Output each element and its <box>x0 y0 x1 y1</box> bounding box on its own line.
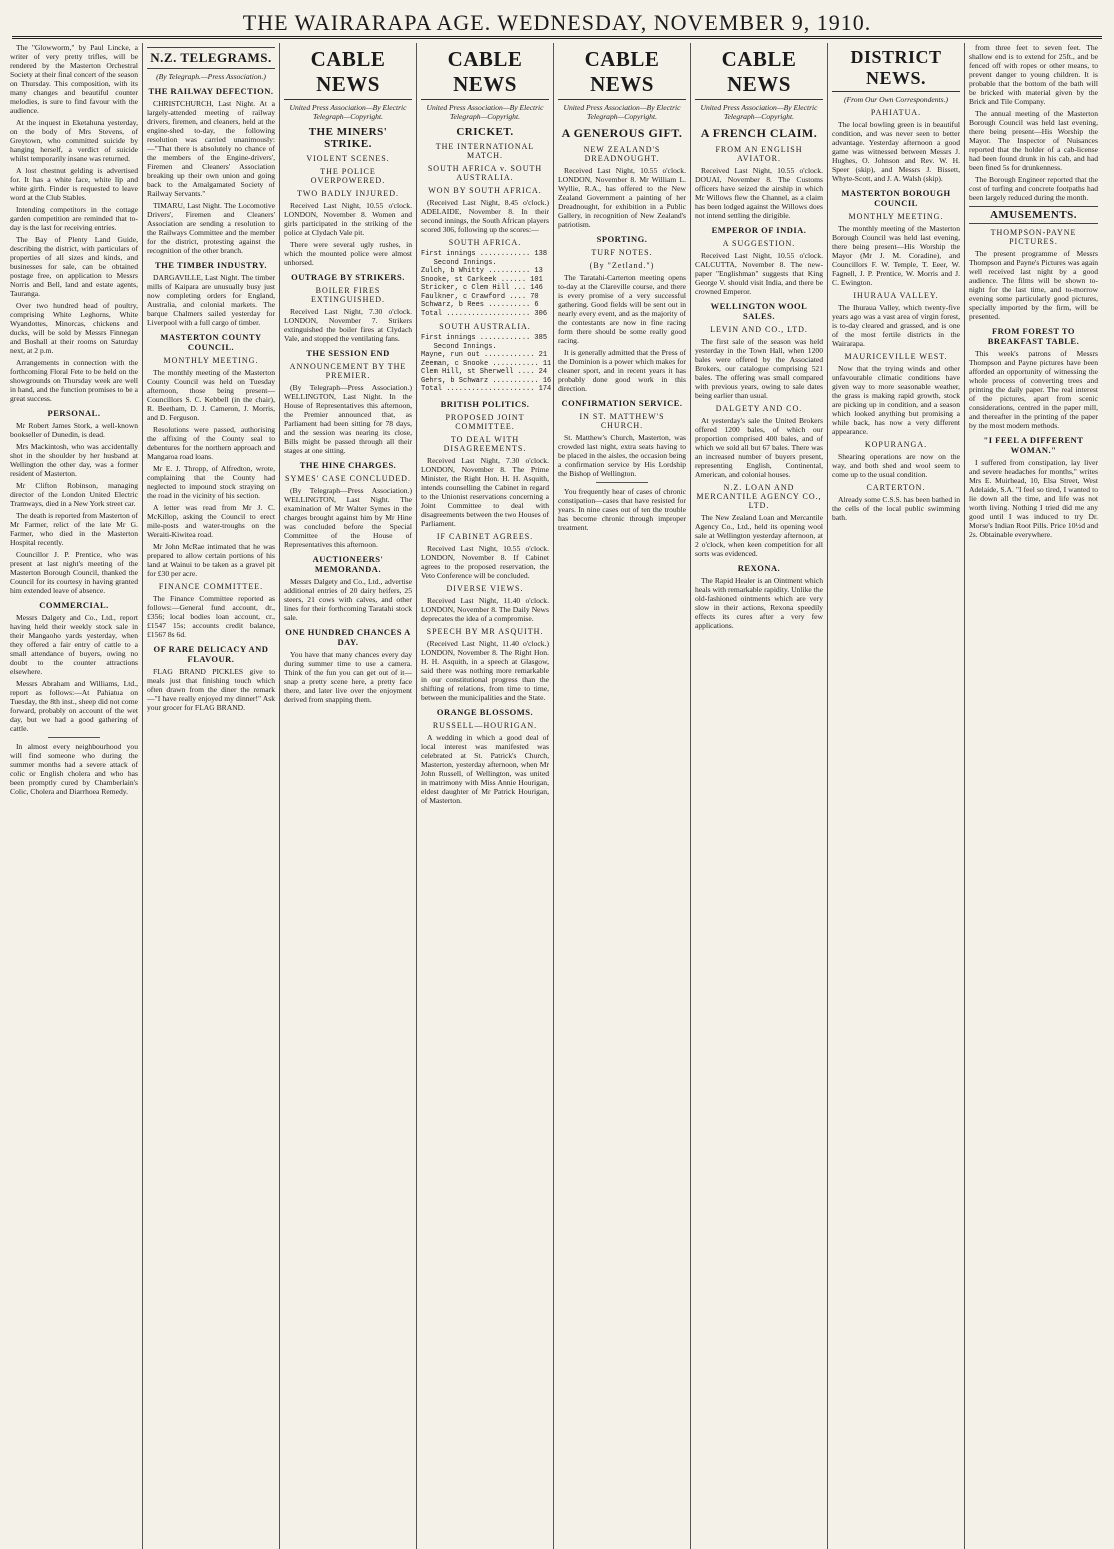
paragraph: It is generally admitted that the Press of the Dominion is a power which makes for cleaner sport, and in recent years it has probably done good work in this direction. <box>558 348 686 393</box>
scorecard-south-australia: First innings ............ 385 Second Innings. Mayne, run out ............ 21 Zeeman, c Snooke ........... 11 Clem Hill, st Sherwell .... 24 Gehrs, b Schwarz ........... 16 Total ..................... 174 <box>421 334 552 393</box>
advert-heading: REXONA. <box>737 563 781 573</box>
article-subheading: MONTHLY MEETING. <box>848 212 944 221</box>
paragraph: You frequently hear of cases of chronic constipation—cases that have resisted for years. In nine cases out of ten the trouble has become chronic through improper treatment. <box>558 487 686 532</box>
paragraph: Over two hundred head of poultry, comprising White Leghorns, White Wyandottes, Minorcas, chickens and ducks, will be sold by Messrs Finnegan and Boshall at their rooms on Saturday next, at 2 p.m. <box>10 301 138 355</box>
paragraph: There were several ugly rushes, in which the mounted police were almost unhorsed. <box>284 240 412 267</box>
article-subheading: DALGETY AND CO. <box>715 404 803 413</box>
article-subheading: FROM AN ENGLISH AVIATOR. <box>715 145 803 163</box>
article-subheading: SPEECH BY MR ASQUITH. <box>426 626 544 636</box>
advert-heading: ONE HUNDRED CHANCES A DAY. <box>285 627 411 647</box>
credit-line: United Press Association—By Electric Telegraph—Copyright. <box>700 103 818 121</box>
column-6 <box>691 43 828 1549</box>
article-subheading: SOUTH AFRICA v. SOUTH AUSTRALIA. <box>427 164 543 182</box>
article-subheading: TURF NOTES. <box>591 248 653 257</box>
paragraph: St. Matthew's Church, Masterton, was crowded last night, extra seats having to be placed in the aisles, the occasion being a confirmation service by His Lordship the Bishop of Wellington. <box>558 433 686 478</box>
article-heading: CONFIRMATION SERVICE. <box>561 398 683 408</box>
article-subheading: FINANCE COMMITTEE. <box>158 582 264 591</box>
article-subheading: CARTERTON. <box>866 483 926 492</box>
paragraph: Intending competitors in the cottage garden competition are reminded that to-day is the last for receiving entries. <box>10 205 138 232</box>
paragraph: Shearing operations are now on the way, and both shed and wool seem to come up to the usual condition. <box>832 452 960 479</box>
article-subheading: VIOLENT SCENES. <box>306 154 390 163</box>
paragraph: Received Last Night, 7.30 o'clock. LONDON, November 8. The Prime Minister, the Right Hon. H. H. Asquith, intends counselling the Cabinet in regard to the Unionist reservations concerning a Joint Committee to deal with disagreements between the two Houses of Parliament. <box>421 455 549 528</box>
paragraph: In almost every neighbourhood you will find someone who during the summer months had a severe attack of colic or English cholera and who has been promptly cured by Chamberlain's Colic, Cholera and Diarrhoea Remedy. <box>10 742 138 796</box>
paragraph: The first sale of the season was held yesterday in the Town Hall, when 1200 bales were offered by the Associated Brokers, our catalogue comprising 521 bales. The offering was small compared with previous years, owing to sale dates being earlier than usual. <box>695 337 823 400</box>
article-heading: AUCTIONEERS' MEMORANDA. <box>312 554 384 574</box>
paragraph: Received Last Night, 10.55 o'clock. DOUAI, November 8. The Customs officers have seized the airship in which Mr Willows flew the Channel, as a claim has been lodged against the Willows does not intend settling the dirigible. <box>695 166 823 220</box>
article-heading: THE MINERS' STRIKE. <box>308 126 388 150</box>
paragraph: The monthly meeting of the Masterton Borough Council was held last evening, there being present—His Worship the Mayor (Mr J. M. Coradine), and Councillors F. W. Temple, T. Eeer, W. Fagnell, J. P. Prentice, W. Morris and J. C. Ewington. <box>832 224 960 287</box>
paragraph: You have that many chances every day during summer time to use a camera. Think of the fun you can get out of it—snap a pretty scene here, a pretty face there, and later live over the enjoyment derived from snapping them. <box>284 650 412 704</box>
paragraph: Arrangements in connection with the forthcoming Floral Fete to be held on the showgrounds on Thursday week are well in hand, and the function promises to be a great success. <box>10 358 138 403</box>
article-byline: (By "Zetland.") <box>589 261 655 270</box>
paragraph: At the inquest in Eketahuna yesterday, on the body of Mrs Stevens, of Greytown, who committed suicide by hanging herself, a verdict of suicide whilst temporarily insane was returned. <box>10 118 138 163</box>
paragraph: I suffered from constipation, lay liver and severe headaches for months," writes Mrs E. Muirhead, 10, Elsa Street, West Adelaide, S.A. "I feel so tired, I wanted to lie down all the time, and life was not worth living. Nothing I tried did me any good until I was induced to try Dr. Morse's Indian Root Pills. Price 10½d and 2s. Obtainable everywhere. <box>969 458 1098 539</box>
column-4 <box>417 43 554 1549</box>
article-subheading: KOPURANGA. <box>864 440 928 449</box>
paragraph: TIMARU, Last Night. The Locomotive Drivers', Firemen and Cleaners' Association are sending a resolution to the Railways Committee and the member for the district, protesting against the recognition of the other branch. <box>147 201 275 255</box>
article-subheading: TWO BADLY INJURED. <box>296 189 399 198</box>
article-heading: MASTERTON COUNTY COUNCIL. <box>160 332 262 352</box>
paragraph: Resolutions were passed, authorising the affixing of the County seal to debentures for the northern approach and Mangaroa road loans. <box>147 425 275 461</box>
article-heading: BRITISH POLITICS. <box>440 398 530 409</box>
paragraph: (By Telegraph—Press Association.) WELLINGTON, Last Night. The examination of Mr Walter Symes in the charges brought against him by Mr Hine was concluded before the Special Committee of the House of Representatives this afternoon. <box>284 486 412 549</box>
article-subheading: RUSSELL—HOURIGAN. <box>432 720 538 730</box>
paragraph: Now that the trying winds and other unfavourable climatic conditions have given way to more seasonable weather, the grass is making rapid growth, stock are picking up in condition, and a season which looked anything but promising a while back, has now a very different appearance. <box>832 364 960 436</box>
masthead-title: THE WAIRARAPA AGE. WEDNESDAY, NOVEMBER 9, 1910. <box>242 10 872 35</box>
article-subheading: LEVIN AND CO., LTD. <box>710 325 808 334</box>
cable-news-title: CABLE NEWS <box>558 47 686 100</box>
paragraph: The annual meeting of the Masterton Borough Council was held last evening, there being present—His Worship the Mayor. The Inspector of Nuisances reported that the holder of a cab-license had been found drunk in his cab, and had been fined 5s for drunkenness. <box>969 109 1098 172</box>
paragraph: The Ihuraua Valley, which twenty-five years ago was a vast area of virgin forest, is to-day cleared and grassed, and is one of the most fertile districts in the Wairarapa. <box>832 303 960 348</box>
paragraph: Messrs Abraham and Williams, Ltd., report as follows:—At Pahiatua on Tuesday, the 8th inst., sheep did not come forward, probably on account of the wet day, but we had a good gathering of cattle. <box>10 679 138 733</box>
paragraph: FLAG BRAND PICKLES give to meals just that finishing touch which often drawn from the diner the remark—"I have really enjoyed my dinner!" Ask your grocer for FLAG BRAND. <box>147 667 275 712</box>
article-subheading: IN ST. MATTHEW'S CHURCH. <box>579 412 665 430</box>
scorecard-heading: SOUTH AFRICA. <box>448 238 522 247</box>
divider <box>48 737 99 738</box>
column-1 <box>6 43 143 1549</box>
paragraph: Received Last Night, 7.30 o'clock. LONDON, November 7. Strikers extinguished the boiler fires at Clydach Vale, and stopped the ventilating fans. <box>284 307 412 343</box>
article-subheading: THOMPSON-PAYNE PICTURES. <box>990 228 1077 246</box>
credit-line: United Press Association—By Electric Telegraph—Copyright. <box>289 103 407 121</box>
article-heading: THE RAILWAY DEFECTION. <box>148 86 274 96</box>
article-heading: ORANGE BLOSSOMS. <box>436 706 534 717</box>
article-subheading: BOILER FIRES EXTINGUISHED. <box>310 286 386 304</box>
paragraph: The "Glowworm," by Paul Lincke, a writer of very pretty trifles, will be rendered by the Masterton Orchestral Society at their final concert of the season on Thursday. This composition, with its many changes and beautiful counter melodies, is sure to find favour with the audience. <box>10 43 138 115</box>
article-subheading: ANNOUNCEMENT BY THE PREMIER. <box>289 362 407 380</box>
article-heading: THE SESSION END <box>306 348 390 358</box>
paragraph: from three feet to seven feet. The shallow end is to extend for 25ft., and be fenced off with ropes or other means, to prevent danger to young children. It is probable that the bottom of the bath will be bricked with material given by the Brick and Tile Company. <box>969 43 1098 106</box>
cable-news-title: CABLE NEWS <box>284 47 412 100</box>
article-heading: OUTRAGE BY STRIKERS. <box>291 272 405 282</box>
paragraph: The local bowling green is in beautiful condition, and was never seen to better advantage. Yesterday afternoon a good game was witnessed between Messrs J. Hughes, O. Johnson and Rev. W. H. Speer (skip), and Messrs J. Bissett, Whyte-Scott, and J. A. Walsh (skip). <box>832 120 960 183</box>
paragraph: DARGAVILLE, Last Night. The timber mills of Kaipara are unusually busy just now completing orders for England, Australia, and colonial markets. The barque Chalmers sailed yesterday for Liverpool with a full cargo of timber. <box>147 273 275 327</box>
cable-news-title: CABLE NEWS <box>695 47 823 100</box>
scorecard-heading: SOUTH AUSTRALIA. <box>439 322 531 331</box>
article-heading: THE TIMBER INDUSTRY. <box>155 260 267 270</box>
columns <box>6 43 1108 1549</box>
paragraph: (By Telegraph—Press Association.) WELLINGTON, Last Night. In the House of Representatives this afternoon, the Premier announced that, as Parliament had been sitting for 78 days, and the session was nearing its close, Bills might be passed through all their stages at one sitting. <box>284 383 412 455</box>
paragraph: Mr John McRae intimated that he was prepared to allow certain portions of his land at Wainui to be taken as a gravel pit for £30 per acre. <box>147 542 275 578</box>
section-title-nz-telegrams: N.Z. TELEGRAMS. <box>147 47 275 69</box>
paragraph: Received Last Night, 10.55 o'clock. LONDON, November 8. Women and girls participated in the striking of the police at Clydach Vale pit. <box>284 201 412 237</box>
section-heading-commercial: COMMERCIAL. <box>39 600 109 610</box>
article-heading: A GENEROUS GIFT. <box>561 126 683 140</box>
paragraph: (Received Last Night, 11.40 o'clock.) LONDON, November 8. The Right Hon. H. H. Asquith, in a speech at Glasgow, said there was nothing more remarkable in our constitutional progress than the shifting of relations, from time to time, between the municipalities and the State. <box>421 638 549 702</box>
article-subheading: THE POLICE OVERPOWERED. <box>310 167 386 185</box>
article-heading: CRICKET. <box>456 126 514 138</box>
scorecard-south-africa: First innings ............ 138 Second Innings. Zulch, b Whitty .......... 13 Snooke, st Carkeek ...... 101 Stricker, c Clem Hill ... 146 Faulkner, c Crawford .... 70 Schwarz, b Rees .......... 6 Total .................... 306 <box>421 250 548 318</box>
article-subheading: PROPOSED JOINT COMMITTEE. <box>445 412 525 431</box>
paragraph: The Bay of Plenty Land Guide, describing the district, with particulars of properties of all sizes and kinds, and businesses for sale, can be obtained postage free, on application to Messrs Norris and Bell, land and estate agents, Tauranga. <box>10 235 138 298</box>
masthead <box>12 6 1102 39</box>
credit-line: (From Our Own Correspondents.) <box>843 95 949 104</box>
paragraph: The Borough Engineer reported that the cost of turfing and concrete footpaths had been largely reduced during the month. <box>969 175 1098 202</box>
cable-news-title: CABLE NEWS <box>421 47 549 100</box>
column-8 <box>965 43 1102 1549</box>
article-subheading: WON BY SOUTH AFRICA. <box>428 186 542 195</box>
paragraph: Mr E. J. Thropp, of Alfredton, wrote, complaining that the County had neglected to impound stock straying on the road in the vicinity of his section. <box>147 464 275 500</box>
paragraph: Received Last Night, 10.55 o'clock. CALCUTTA, November 8. The new-paper "Englishman" suggests that King George V. should visit India, and there be crowned Emperor. <box>695 251 823 296</box>
column-7 <box>828 43 965 1549</box>
article-subheading: PAHIATUA. <box>870 108 922 117</box>
paragraph: Received Last Night, 10.55 o'clock. LONDON, November 8. If Cabinet agrees to the proposed reservation, the Veto Conference will be concluded. <box>421 543 549 580</box>
paragraph: A letter was read from Mr J. C. McKillop, asking the Council to erect mile-posts and water-troughs on the Weraiti-Kiwitea road. <box>147 503 275 539</box>
paragraph: Messrs Dalgety and Co., Ltd., advertise additional entries of 20 dairy heifers, 25 steers, 21 cows with calves, and other lines for their forthcoming Taratahi stock sale. <box>284 577 412 622</box>
district-news-title: DISTRICT NEWS. <box>832 47 960 92</box>
paragraph: CHRISTCHURCH, Last Night. At a largely-attended meeting of railway drivers, firemen, and cleaners, held at the engine-shed to-day, the following resolution was carried unanimously:—"That there is absolutely no chance of the members of the Engine-drivers', Firemen and Cleaners' Association breaking up their own union and going back to the Amalgamated Society of Railway Servants." <box>147 99 275 198</box>
column-3 <box>280 43 417 1549</box>
article-subheading: MONTHLY MEETING. <box>163 356 259 365</box>
paragraph: This week's patrons of Messrs Thompson and Payne pictures have been afforded an opportunity of witnessing the whole process of converting trees and printing the daily paper. The real interest of the pictures, apart from scenic considerations, centred in the paper mill, and thereafter in the printing of the paper by the most modern methods. <box>969 349 1098 430</box>
paragraph: Mr Robert James Stork, a well-known bookseller of Dunedin, is dead. <box>10 421 138 439</box>
paragraph: The death is reported from Masterton of Mr Farmer, relict of the late Mr G. Farmer, who died in the Masterton Hospital recently. <box>10 511 138 547</box>
paragraph: (Received Last Night, 8.45 o'clock.) ADELAIDE, November 8. In their second innings, the South African players scored 306, following up the scores:— <box>421 198 549 234</box>
section-heading-personal: PERSONAL. <box>47 408 101 418</box>
paragraph: The monthly meeting of the Masterton County Council was held on Tuesday afternoon, those being present—Councillors S. C. Kebbell (in the chair), R. Beetham, D. J. Cameron, J. Morris, and D. Ferguson. <box>147 368 275 422</box>
paragraph: Mrs Mackintosh, who was accidentally shot in the shoulder by her husband at Wellington the other day, was a former resident of Masterton. <box>10 442 138 478</box>
article-subheading: NEW ZEALAND'S DREADNOUGHT. <box>583 145 661 163</box>
article-subheading: DIVERSE VIEWS. <box>446 583 524 593</box>
paragraph: At yesterday's sale the United Brokers offered 1200 bales, of which our proportion comprised 400 bales, and of which we sold all but 67 bales. There was an increased number of buyers present, representing English, Continental, American, and colonial houses. <box>695 416 823 479</box>
advert-heading: OF RARE DELICACY AND FLAVOUR. <box>153 644 269 664</box>
credit-line: United Press Association—By Electric Telegraph—Copyright. <box>563 103 681 121</box>
article-subheading: SYMES' CASE CONCLUDED. <box>285 474 411 483</box>
article-heading: A FRENCH CLAIM. <box>700 126 818 140</box>
paragraph: The Rapid Healer is an Ointment which heals with remarkable rapidity. Unlike the old-fashioned ointments which are very slow in their actions, Rexona speedily effects its cures after a very few applications. <box>695 576 823 630</box>
paragraph: Already some C.S.S. has been bathed in the cells of the local public swimming bath. <box>832 495 960 522</box>
paragraph: The New Zealand Loan and Mercantile Agency Co., Ltd., held its opening wool sale at Wellington yesterday afternoon, at 2 o'clock, when keen competition for all sorts was evidenced. <box>695 513 823 558</box>
paragraph: Mr Clifton Robinson, managing director of the London United Electric Tramways, died in a New York street car. <box>10 481 138 508</box>
paragraph: The Finance Committee reported as follows:—General fund account, dr., £356; local bodies loan account, cr., £1547 15s; accounts credit balance, £1567 8s 6d. <box>147 594 275 639</box>
paragraph: The Taratahi-Carterton meeting opens to-day at the Clareville course, and there is every promise of a very successful gathering. Good fields will be sent out in nearly every event, and as the majority of the contestants are now in fine racing form there should be some really good racing. <box>558 273 686 345</box>
article-subheading: MAURICEVILLE WEST. <box>844 352 948 361</box>
article-heading: MASTERTON BOROUGH COUNCIL <box>841 188 951 208</box>
divider <box>596 482 647 483</box>
section-title-amusements: AMUSEMENTS. <box>969 206 1098 224</box>
article-heading: SPORTING. <box>596 234 648 244</box>
article-subheading: THE INTERNATIONAL MATCH. <box>435 142 535 160</box>
article-subheading: TO DEAL WITH DISAGREEMENTS. <box>443 434 527 453</box>
paragraph: Councillor J. P. Prentice, who was present at last night's meeting of the Masterton Borough Council, thanked the Council for its courtesy in having granted him extended leave of absence. <box>10 550 138 595</box>
article-subheading: IF CABINET AGREES. <box>436 531 534 541</box>
paragraph: A wedding in which a good deal of local interest was manifested was celebrated at St. Patrick's Church, Masterton, yesterday afternoon, when Mr John Russell, of Wellington, was united in matrimony with Miss Annie Hourigan, eldest daughter of Mr Patrick Hourigan, of Masterton. <box>421 732 549 805</box>
article-heading: THE HINE CHARGES. <box>299 460 397 470</box>
article-heading: EMPEROR OF INDIA. <box>711 225 807 235</box>
column-2 <box>143 43 280 1549</box>
paragraph: Messrs Dalgety and Co., Ltd., report having held their weekly stock sale in their Mangaoho yards yesterday, when they offered a fair entry of cattle to a small attendance of buyers, owing no doubt to the counter attractions elsewhere. <box>10 613 138 676</box>
article-subheading: IHURAUA VALLEY. <box>853 291 939 300</box>
article-heading: WELLINGTON WOOL SALES. <box>710 301 808 321</box>
column-5 <box>554 43 691 1549</box>
paragraph: A lost chestnut gelding is advertised for. It has a white face, white lip and white girth. Finder is requested to leave word at the Club Stables. <box>10 166 138 202</box>
paragraph: Received Last Night, 10.55 o'clock. LONDON, November 8. Mr William L. Wyllie, R.A., has offered to the New Zealand Government a painting of her Dreadnought, for exhibition in a Public Gallery, in recognition of New Zealand's patriotism. <box>558 166 686 229</box>
advert-heading: "I FEEL A DIFFERENT WOMAN." <box>983 435 1084 455</box>
article-subheading: A SUGGESTION. <box>722 239 796 248</box>
article-heading: FROM FOREST TO BREAKFAST TABLE. <box>987 326 1080 346</box>
paragraph: The present programme of Messrs Thompson and Payne's Pictures was again well received last night by a good audience. The films will be shown to-night for the last time, and to-morrow evening some particularly good pictures, specially imported by the firm, will be presented. <box>969 249 1098 321</box>
credit-line: United Press Association—By Electric Telegraph—Copyright. <box>426 103 544 121</box>
paragraph: Received Last Night, 11.40 o'clock. LONDON, November 8. The Daily News deprecates the idea of a compromise. <box>421 595 549 623</box>
credit-line: (By Telegraph.—Press Association.) <box>156 72 266 81</box>
article-subheading: N.Z. LOAN AND MERCANTILE AGENCY CO., LTD. <box>696 483 822 510</box>
